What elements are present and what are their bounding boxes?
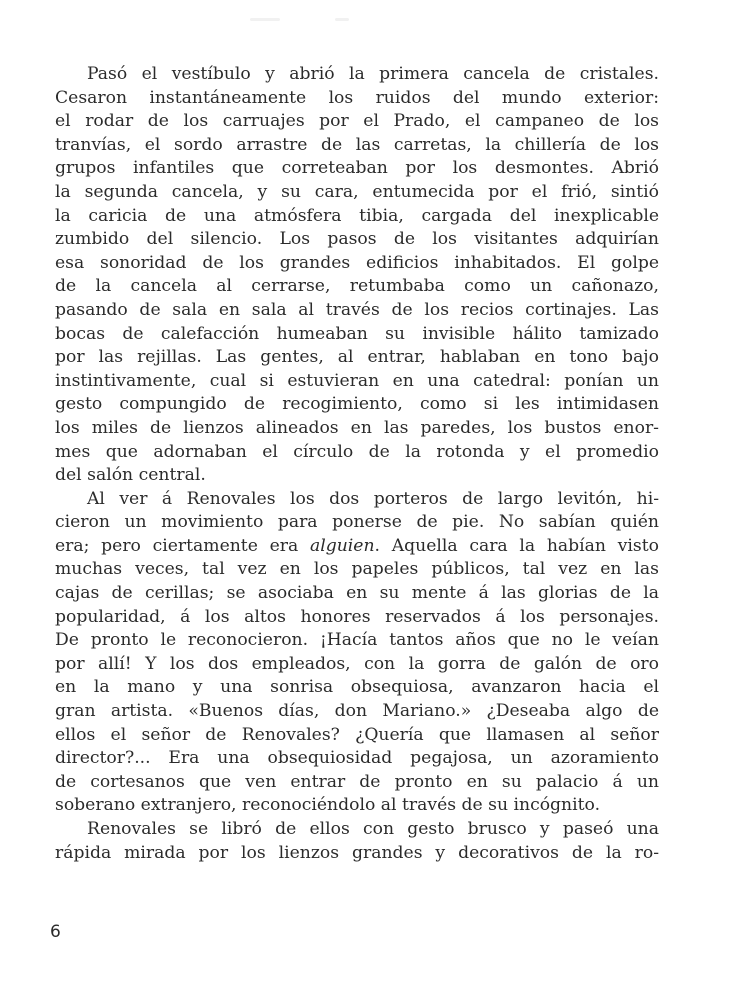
text-line: mes que adornaban el círculo de la rotonda y el promedio — [55, 441, 659, 462]
text-line: tranvías, el sordo arrastre de las carretas, la chillería de los — [55, 134, 659, 155]
text-line: soberano extranjero, reconociéndolo al través de su incógnito. — [55, 795, 601, 816]
text-line: esa sonoridad de los grandes edificios inhabitados. El golpe — [55, 252, 659, 273]
text-line: Renovales se libró de ellos con gesto brusco y paseó una — [87, 819, 659, 839]
text-line: instintivamente, cual si estuvieran en una catedral: ponían un — [55, 370, 659, 391]
paragraph-3 — [55, 818, 659, 865]
text-line: zumbido del silencio. Los pasos de los visitantes adquirían — [55, 229, 659, 250]
text-line: rápida mirada por los lienzos grandes y decorativos de la ro- — [55, 842, 659, 863]
text-line: en la mano y una sonrisa obsequiosa, avanzaron hacia el — [55, 677, 659, 698]
text-line: por las rejillas. Las gentes, al entrar, hablaban en tono bajo — [55, 347, 659, 368]
text-line: el rodar de los carruajes por el Prado, el campaneo de los — [55, 111, 659, 132]
text-line: gran artista. «Buenos días, don Mariano.» ¿Deseaba algo de — [55, 701, 659, 722]
body-text — [55, 63, 659, 865]
text-line: la segunda cancela, y su cara, entumecida por el frió, sintió — [55, 181, 659, 202]
page-number: 6 — [50, 922, 61, 942]
text-line: cajas de cerillas; se asociaba en su mente á las glorias de la — [55, 583, 659, 604]
text-line: ellos el señor de Renovales? ¿Quería que llamasen al señor — [55, 724, 659, 745]
text-line: director?... Era una obsequiosidad pegajosa, un azoramiento — [55, 748, 659, 769]
text-line: De pronto le reconocieron. ¡Hacía tantos años que no le veían — [55, 630, 659, 651]
text-line: popularidad, á los altos honores reservados á los personajes. — [55, 606, 659, 627]
text-line: Cesaron instantáneamente los ruidos del mundo exterior: — [55, 87, 659, 108]
text-line: gesto compungido de recogimiento, como si les intimidasen — [55, 394, 659, 415]
paragraph-1 — [55, 63, 659, 488]
text-line: bocas de calefacción humeaban su invisible hálito tamizado — [55, 323, 659, 344]
text-line: del salón central. — [55, 465, 206, 486]
text-line: Al ver á Renovales los dos porteros de largo levitón, hi- — [87, 488, 659, 509]
text-segment: era; pero ciertamente era — [55, 535, 310, 556]
text-line: grupos infantiles que correteaban por los desmontes. Abrió — [55, 158, 659, 179]
text-line: los miles de lienzos alineados en las paredes, los bustos enor- — [55, 417, 659, 438]
text-line-with-italic — [55, 535, 659, 559]
paragraph-2 — [55, 488, 659, 818]
italic-word: alguien — [309, 535, 375, 556]
text-line: cieron un movimiento para ponerse de pie. No sabían quién — [55, 512, 659, 533]
text-line: por allí! Y los dos empleados, con la gorra de galón de oro — [55, 653, 659, 674]
text-segment: . Aquella cara la habían visto — [374, 535, 659, 556]
text-line: muchas veces, tal vez en los papeles públicos, tal vez en las — [55, 559, 659, 580]
text-line: la caricia de una atmósfera tibia, cargada del inexplicable — [55, 205, 659, 226]
text-line: de la cancela al cerrarse, retumbaba como un cañonazo, — [55, 276, 659, 297]
faint-header-marks — [250, 18, 360, 22]
text-line: Pasó el vestíbulo y abrió la primera cancela de cristales. — [87, 64, 659, 84]
text-line: de cortesanos que ven entrar de pronto en su palacio á un — [55, 771, 659, 792]
text-line: pasando de sala en sala al través de los recios cortinajes. Las — [55, 299, 659, 320]
